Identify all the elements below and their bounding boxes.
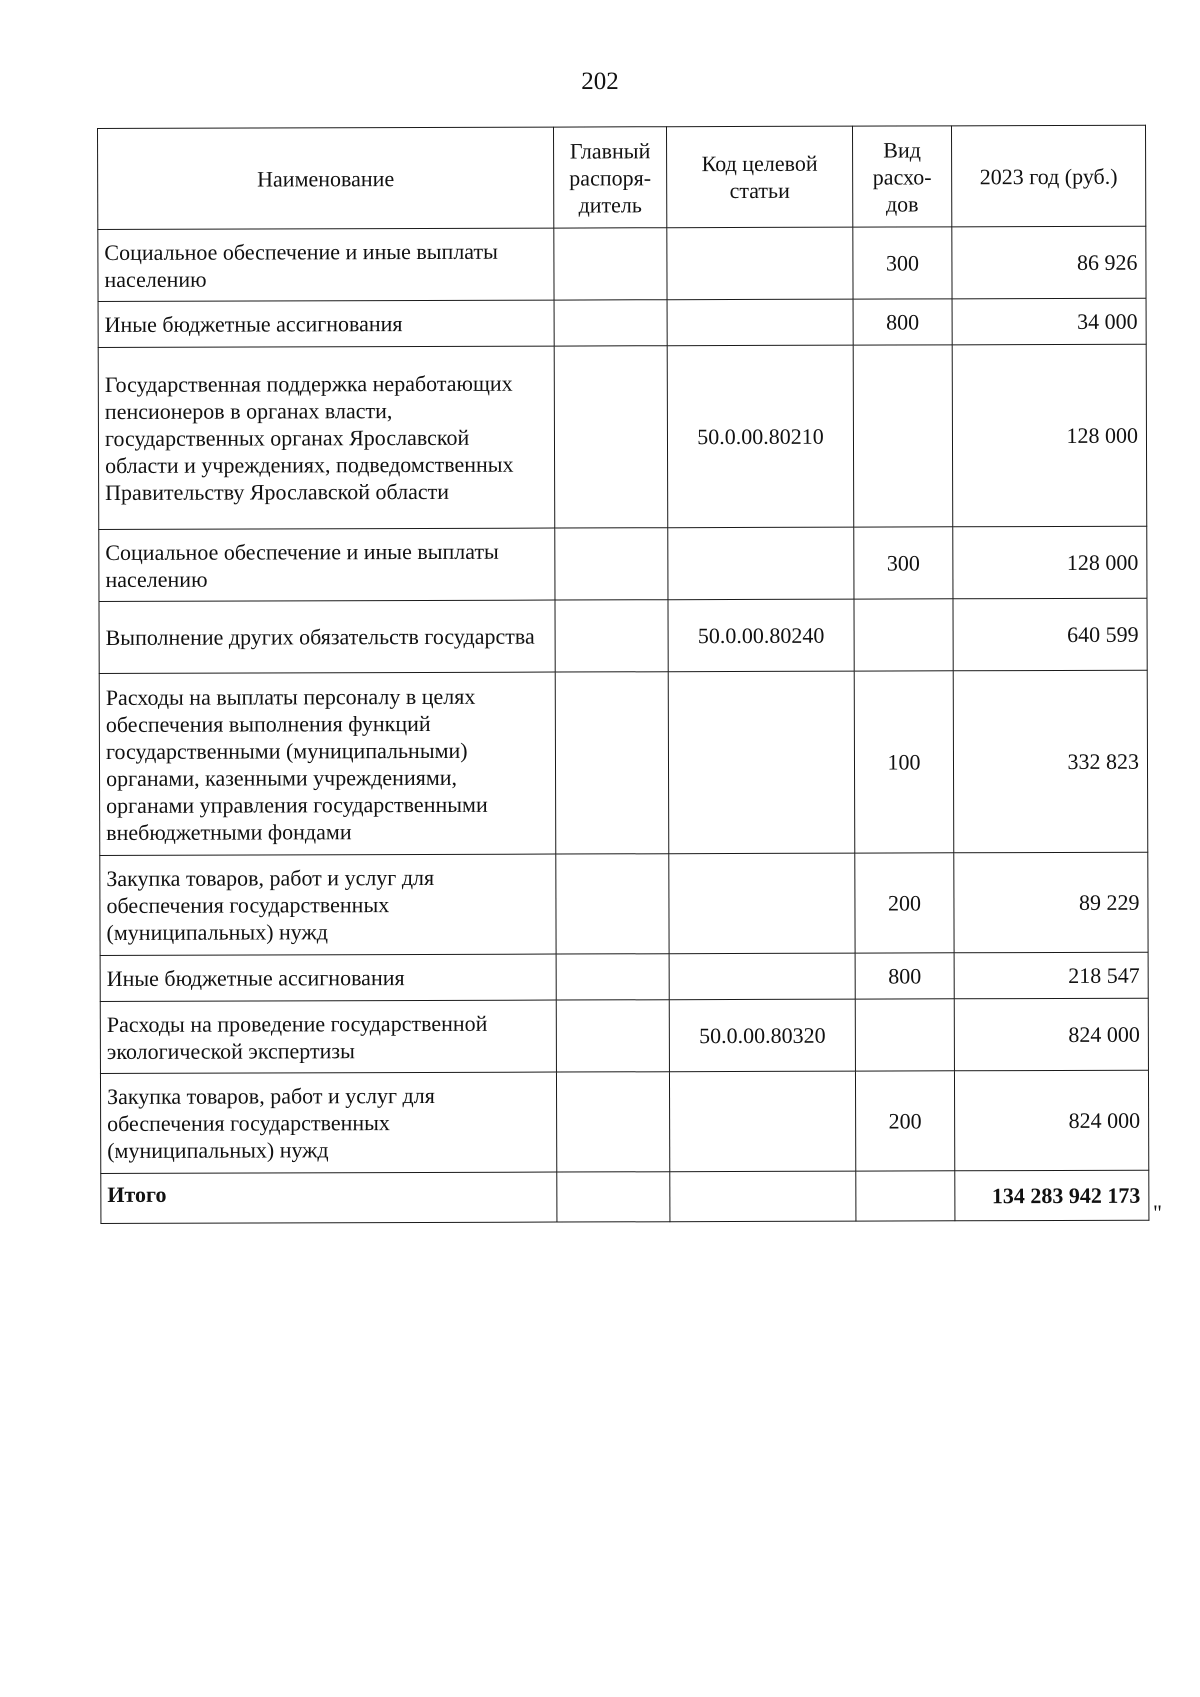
total-row	[101, 1170, 1149, 1223]
header-manager: Главный распоря-дитель	[553, 127, 666, 228]
row-name: Иные бюджетные ассигнования	[98, 300, 554, 347]
header-target-code: Код целевой статьи	[666, 126, 852, 228]
row-expense-type: 200	[855, 1071, 954, 1171]
row-expense-type	[854, 599, 953, 671]
header-row	[98, 125, 1146, 229]
row-expense-type: 100	[854, 671, 954, 853]
table-row	[100, 952, 1148, 1001]
row-manager	[554, 346, 668, 528]
table-row	[98, 226, 1146, 301]
row-expense-type: 800	[853, 299, 952, 345]
row-name: Государственная поддержка неработающих пенсионеров в органах власти, государственных органах Ярославской области и учреждениях, подведомственных Правительству Ярославской области	[98, 346, 555, 529]
header-name: Наименование	[98, 127, 554, 229]
row-target-code	[669, 1071, 855, 1172]
row-name: Социальное обеспечение и иные выплаты населению	[99, 528, 555, 601]
row-target-code	[668, 527, 854, 600]
row-expense-type	[853, 345, 953, 527]
total-manager	[557, 1172, 670, 1222]
row-target-code	[667, 299, 853, 346]
total-amount: 134 283 942 173	[955, 1170, 1149, 1221]
total-target-code	[670, 1171, 856, 1222]
row-manager	[556, 1072, 669, 1172]
row-manager	[555, 528, 668, 600]
row-name: Закупка товаров, работ и услуг для обеспечения государственных (муниципальных) нужд	[100, 854, 556, 955]
row-manager	[555, 600, 668, 672]
header-expense-type: Вид расхо-дов	[852, 126, 951, 227]
row-target-code	[669, 853, 855, 954]
row-manager	[556, 1000, 669, 1072]
row-target-code	[667, 227, 853, 300]
row-amount: 128 000	[952, 344, 1147, 527]
row-amount: 332 823	[953, 670, 1148, 853]
row-name: Расходы на выплаты персоналу в целях обеспечения выполнения функций государственными (муниципальными) органами, казенными учреждениями, органами управления государственными внебюджетными фондами	[99, 672, 556, 855]
row-manager	[556, 954, 669, 1000]
row-amount: 218 547	[954, 952, 1148, 999]
row-manager	[554, 300, 667, 346]
row-amount: 824 000	[954, 1070, 1148, 1171]
row-expense-type: 800	[855, 953, 954, 999]
row-target-code	[669, 953, 855, 1000]
row-manager	[554, 228, 667, 300]
row-expense-type	[855, 999, 954, 1071]
page-number: 202	[581, 68, 619, 95]
row-target-code: 50.0.00.80210	[667, 345, 854, 528]
row-target-code	[668, 671, 855, 854]
row-name: Закупка товаров, работ и услуг для обеспечения государственных (муниципальных) нужд	[100, 1072, 556, 1173]
total-expense-type	[856, 1171, 955, 1221]
table-row	[100, 852, 1148, 955]
row-amount: 89 229	[954, 852, 1148, 953]
row-manager	[555, 672, 669, 854]
row-expense-type: 200	[855, 853, 954, 953]
closing-quote: "	[1153, 1200, 1162, 1225]
table-row	[99, 670, 1148, 855]
row-amount: 640 599	[953, 598, 1147, 671]
row-target-code: 50.0.00.80240	[668, 599, 854, 672]
row-name: Социальное обеспечение и иные выплаты населению	[98, 228, 554, 301]
header-amount: 2023 год (руб.)	[951, 125, 1145, 227]
row-name: Расходы на проведение государственной экологической экспертизы	[100, 1000, 556, 1073]
table-row	[100, 998, 1148, 1073]
row-name: Выполнение других обязательств государства	[99, 600, 555, 673]
row-amount: 86 926	[952, 226, 1146, 299]
row-name: Иные бюджетные ассигнования	[100, 954, 556, 1001]
total-label: Итого	[101, 1172, 557, 1223]
table-row	[98, 298, 1146, 347]
budget-table	[97, 125, 1149, 1224]
row-amount: 824 000	[954, 998, 1148, 1071]
table-row	[99, 598, 1147, 673]
row-amount: 34 000	[952, 298, 1146, 345]
row-amount: 128 000	[953, 526, 1147, 599]
row-target-code: 50.0.00.80320	[669, 999, 855, 1072]
row-manager	[556, 854, 669, 954]
row-expense-type: 300	[854, 527, 953, 599]
table-row	[98, 344, 1147, 529]
table-row	[99, 526, 1147, 601]
table-row	[100, 1070, 1148, 1173]
row-expense-type: 300	[853, 227, 952, 299]
